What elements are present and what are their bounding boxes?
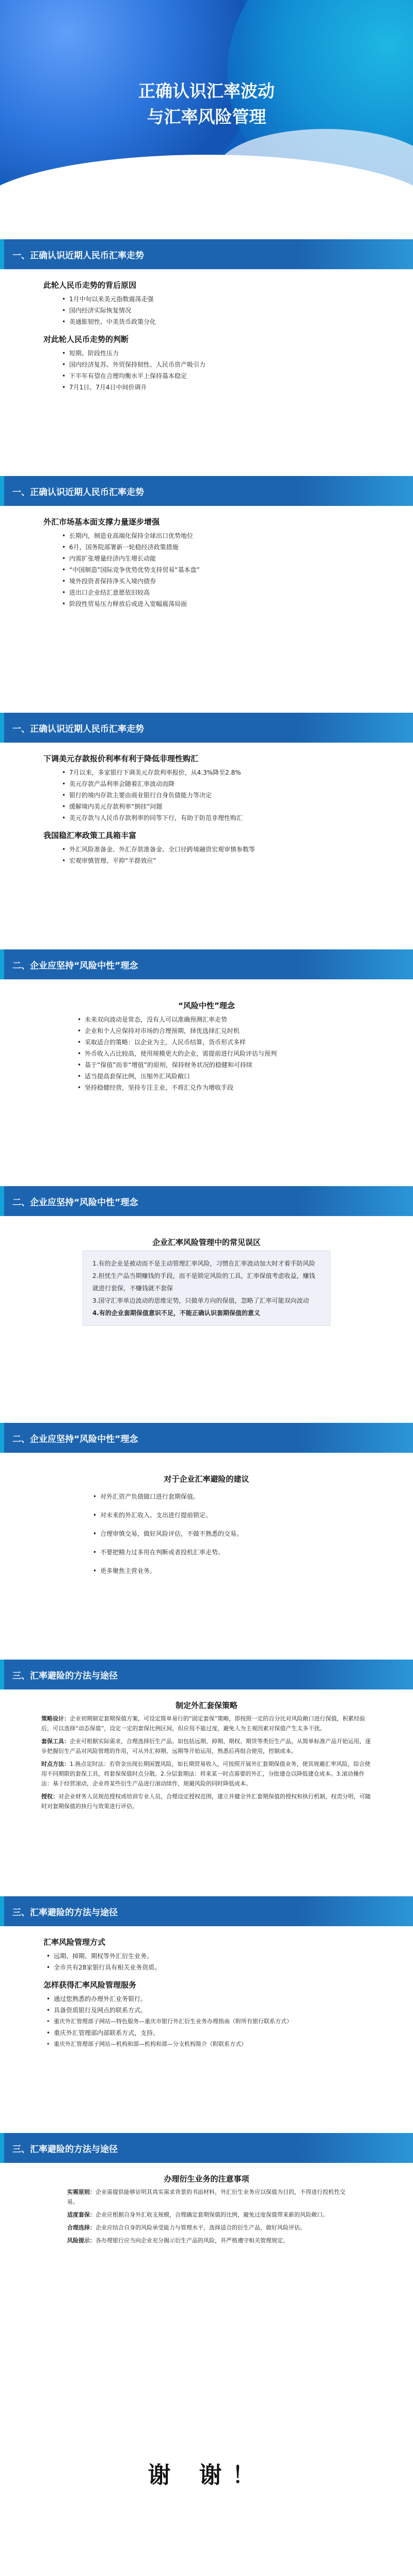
cover-title	[0, 78, 413, 130]
list-item: • 不要把精力过多用在判断或者投机汇率走势。	[93, 1543, 413, 1562]
list-item: • 6月，国务院部署新一轮稳经济政策措施	[62, 542, 413, 553]
paragraph: 风险提示：各办理银行应当向企业充分揭示衍生产品的风险，并严格遵守相关管理规定。	[67, 2237, 289, 2244]
section-band	[0, 1186, 413, 1216]
cover-date: 2023年7月	[183, 157, 230, 168]
slide-9	[0, 2133, 413, 2362]
list-item: • 具备资质银行及网点的联系方式。	[46, 2005, 413, 2016]
slide-3	[0, 713, 413, 942]
list-item: • 阶段性贸易压力释放后或进入宽幅震荡局面	[62, 598, 413, 610]
paragraph-block	[67, 2187, 346, 2245]
note-paragraph: 1.有的企业是被动而不是主动管理汇率风险，习惯在汇率波动加大时才着手防风险	[92, 1260, 315, 1267]
subheading: 办理衍生业务的注意事项	[164, 2174, 249, 2184]
list-item: • 坚持稳健经营，坚持专注主业，不将汇兑作为增收手段	[77, 1082, 413, 1093]
thanks-slide	[0, 2370, 413, 2576]
list-item: • 更多聚焦主营业务。	[93, 1562, 413, 1580]
list-item: • 合理审慎交易，做好风险评估，不做不熟悉的交易。	[93, 1524, 413, 1543]
section-title: 二、企业应坚持“风险中性”理念	[12, 1434, 138, 1445]
paragraph: 策略设计：企业初期制定套期保值方案，可设定简单易行的“固定套保”策略，即按照一定的百分比对风险敞口进行保值，积累经验后，可以选择“动态保值”，设定一定的套保比例区间，但应用不能过度，避免人为主观因素对保值产生太多干扰。	[41, 1715, 366, 1732]
section-title: 三、汇率避险的方法与途径	[12, 1671, 118, 1681]
section-title: 一、正确认识近期人民币汇率走势	[12, 487, 144, 498]
paragraph: 套保工具：企业可根据实际需求，合理选择衍生产品。如包括远期、掉期、期权、期货等类衍生产品，从简单标准产品开始运用，逐步把握衍生产品对风险管理的作用，可从外汇掉期、远期等开始运用，熟悉后再组合使用，控制成本。	[41, 1738, 371, 1754]
bullet-list	[62, 767, 413, 824]
subheading: 外汇市场基本面支撑力量逐步增强	[43, 517, 160, 527]
list-item: • 对外汇资产负债做口进行套期保值。	[93, 1487, 413, 1506]
list-item: • 1月中旬以来美元指数震荡走强	[62, 293, 413, 305]
list-item: • 内需扩张增量经济内生增长动能	[62, 553, 413, 564]
list-item: • 重庆外汇管理部内部联系方式，支持。	[46, 2027, 413, 2039]
list-item: • 企业和个人应保持对市场的合理预期，择优选择汇兑时机	[77, 1025, 413, 1037]
subheading: 下调美元存款报价利率有利于降低非理性购汇	[43, 754, 199, 763]
list-item: • 缓解境内美元存款利率“倒挂”问题	[62, 801, 413, 812]
list-item: • 进出口企业结汇意愿依旧较高	[62, 587, 413, 598]
list-item: • 境外投资者保持净买入境内债券	[62, 576, 413, 587]
list-item: • 美元存款与人民币存款利率的同等下行，有助于防范非理性购汇	[62, 812, 413, 824]
list-item: • 美元存款产品利率会随着汇率波动而降	[62, 778, 413, 790]
list-item: • 未来双向波动是常态，没有人可以准确预测汇率走势	[77, 1014, 413, 1025]
subheading: 对于企业汇率避险的建议	[164, 1474, 249, 1484]
subheading: 对此轮人民币走势的判断	[43, 335, 129, 344]
section-band	[0, 2133, 413, 2163]
list-item: • “中国制造”国际竞争优势优势支持贸易“基本盘”	[62, 564, 413, 576]
list-item: • 下半年有望在合理均衡水平上保持基本稳定	[62, 370, 413, 382]
paragraph: 授权：对企业财务人员规范授权或培训专业人员，合理设定授权范围，建立并健全外汇套期保值的授权和执行机制，权责分明，可随时对套期保值的执行与效果进行评估。	[41, 1793, 371, 1810]
bullet-list	[62, 530, 413, 610]
subheading: 企业汇率风险管理中的常见误区	[152, 1238, 261, 1247]
note-paragraph: 3.国守汇率单边波动的思维定势，只做单方向的保值，忽略了汇率可能双向波动	[92, 1297, 309, 1304]
section-band	[0, 1896, 413, 1926]
list-item: • 远期、掉期、期权等外汇衍生业务。	[46, 1950, 413, 1962]
bullet-list	[62, 293, 413, 327]
paragraph: 时点方法：1.换点定时法：若资金出现长期闲置风险，如长期贸易收入，可按照开展外汇套期保值业务，使其规避汇率风险，综合使用不同期限的套保工具，将套保保值时点分散。2.分层套期法：将来某一时点需要的外汇，分批建仓以降低建仓成本。3.滚动操作法：基于经营滚动，企业将某些衍生产品进行滚动续作，规避风险的同时降低成本。	[41, 1761, 371, 1787]
thanks-text: 谢 谢！	[148, 2462, 265, 2488]
cover-title-line: 与汇率风险管理	[147, 107, 266, 127]
note-paragraph-emphasis: 4.有的企业套期保值意识不足，不能正确认识套期保值的意义	[92, 1309, 260, 1317]
section-band	[0, 1423, 413, 1453]
list-item: • 7月1日、7月4日中间价调升	[62, 382, 413, 393]
paragraph: 适度套保：企业应根据自身外汇收支规模，合理确定套期保值的比例，避免过度保值带来新的风险敞口。	[67, 2211, 328, 2218]
cover-slide	[0, 0, 413, 232]
note-paragraph: 2.担忧生产品当期赚钱的手段，而不是锁定风险的工具，汇率保值考虑收益，赚钱就进行套保，不赚钱就不套保	[92, 1272, 315, 1292]
slide-2	[0, 476, 413, 705]
list-item: • 银行的境内存款主要由商业银行自身负债能力等决定	[62, 790, 413, 801]
list-item: • 重庆外汇管理部子网站—机构和部—机构和部—分支机构简介（附联系方式）	[46, 2039, 413, 2050]
subheading: 汇率风险管理方式	[43, 1938, 106, 1947]
subheading: 怎样获得汇率风险管理服务	[43, 1980, 137, 1990]
section-band	[0, 713, 413, 743]
section-title: 一、正确认识近期人民币汇率走势	[12, 251, 144, 261]
paragraph-block	[41, 1714, 372, 1811]
slide-5	[0, 1186, 413, 1416]
note-box	[83, 1251, 330, 1326]
section-title: 二、企业应坚持“风险中性”理念	[12, 961, 138, 971]
list-item: • 国内经济实际恢复情况	[62, 305, 413, 316]
slide-8	[0, 1896, 413, 2126]
list-item: • 重庆外汇管理部子网站—特色服务—重庆市银行外汇衍生业务办理指南（附所有银行联系方式）	[46, 2016, 413, 2027]
list-item: • 国内经济复苏、外贸保持韧性、人民币资产吸引力	[62, 359, 413, 370]
bullet-list	[93, 1487, 413, 1580]
slide-6	[0, 1423, 413, 1652]
paragraph: 合理选择：企业应结合自身的风险承受能力与管理水平，选择适合的衍生产品，做好风险评估。	[67, 2224, 306, 2231]
list-item: • 宏观审慎管理、平抑“羊群效应”	[62, 855, 413, 866]
list-item: • 全市共有28家银行具有相关业务资质。	[46, 1962, 413, 1973]
section-band	[0, 239, 413, 269]
list-item: • 采取适合的策略：以企业为主，人民币结算，货币形式多样	[77, 1037, 413, 1048]
section-band	[0, 1660, 413, 1689]
section-band	[0, 476, 413, 506]
subheading: “风险中性”理念	[178, 1001, 235, 1010]
subheading: 制定外汇套保策略	[175, 1701, 237, 1710]
slide-4	[0, 949, 413, 1179]
bullet-list	[77, 1014, 413, 1093]
list-item: • 美通胀韧性、中美货币政策分化	[62, 316, 413, 327]
bullet-list	[62, 844, 413, 866]
list-item: • 适当提高套保比例，压缩外汇风险敞口	[77, 1071, 413, 1082]
list-item: • 基于“保值”而非“增值”的原则，保持财务状况的稳健和可持续	[77, 1059, 413, 1071]
list-item: • 外币收入占比较高，使用规模更大的企业，需提前进行风险评估与预判	[77, 1048, 413, 1059]
slide-7	[0, 1660, 413, 1889]
list-item: • 短期、阶段性压力	[62, 348, 413, 359]
section-title: 三、汇率避险的方法与途径	[12, 2144, 118, 2155]
bullet-list	[62, 348, 413, 393]
slide-1	[0, 239, 413, 469]
section-title: 一、正确认识近期人民币汇率走势	[12, 724, 144, 734]
list-item: • 长期内，制造业高端化保持全球出口优势地位	[62, 530, 413, 542]
bullet-list	[46, 1950, 413, 1973]
subheading: 此轮人民币走势的背后原因	[43, 281, 137, 290]
list-item: • 对未来的外汇收入、支出进行提前锁定。	[93, 1506, 413, 1524]
bullet-list	[46, 1993, 413, 2050]
section-title: 二、企业应坚持“风险中性”理念	[12, 1197, 138, 1208]
section-band	[0, 949, 413, 979]
subheading: 我国稳汇率政策工具箱丰富	[43, 831, 137, 840]
paragraph: 实需原则：企业需提供能够证明其真实需求背景的书面材料，外汇衍生业务应以保值为目的，不得进行投机性交易。	[67, 2189, 345, 2205]
section-title: 三、汇率避险的方法与途径	[12, 1908, 118, 1918]
list-item: • 7月以来，多家银行下调美元存款利率报价，从4.3%降至2.8%	[62, 767, 413, 778]
cover-title-line: 正确认识汇率波动	[138, 81, 275, 101]
list-item: • 通过您熟悉的办理外汇业务银行。	[46, 1993, 413, 2005]
list-item: • 外汇风险准备金、外汇存款准备金、全口径跨境融资宏观审慎参数等	[62, 844, 413, 855]
